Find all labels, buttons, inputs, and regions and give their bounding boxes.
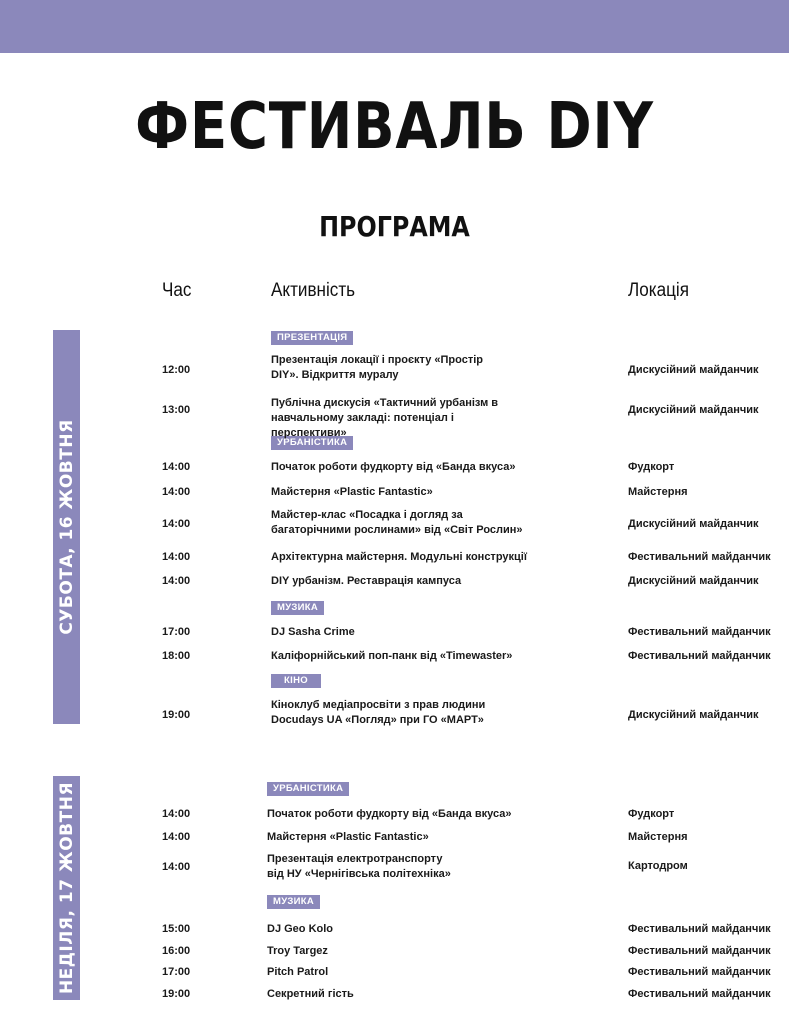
row-activity: Секретний гість xyxy=(267,988,354,1000)
row-activity: Майстерня «Plastic Fantastic» xyxy=(267,831,429,843)
tag-music: МУЗИКА xyxy=(267,895,320,909)
tag-urbanism: УРБАНІСТИКА xyxy=(267,782,349,796)
row-activity: DIY урбанізм. Реставрація кампуса xyxy=(271,575,462,587)
row-time: 14:00 xyxy=(162,486,191,498)
row-location: Фестивальний майданчик xyxy=(628,626,771,638)
row-time: 14:00 xyxy=(162,861,191,873)
tag-music: МУЗИКА xyxy=(271,601,324,615)
row-location: Фудкорт xyxy=(628,808,675,820)
row-activity: Презентація локації і проєкту «Простір DIY». Відкриття муралу xyxy=(271,354,483,381)
header-activity: Активність xyxy=(271,280,356,301)
tag-cinema: КІНО xyxy=(271,674,321,688)
row-location: Майстерня xyxy=(628,486,688,498)
row-activity: Майстерня «Plastic Fantastic» xyxy=(271,486,433,498)
day2-side-bar xyxy=(53,776,80,1000)
page-title: ФЕСТИВАЛЬ DIY xyxy=(135,90,654,164)
row-activity: Pitch Patrol xyxy=(267,966,329,978)
row-time: 13:00 xyxy=(162,404,191,416)
row-location: Фестивальний майданчик xyxy=(628,988,771,1000)
row-location: Дискусійний майданчик xyxy=(628,364,759,376)
row-location: Фестивальний майданчик xyxy=(628,551,771,563)
row-activity: Початок роботи фудкорту від «Банда вкуса» xyxy=(271,461,516,473)
tag-urbanism: УРБАНІСТИКА xyxy=(271,436,353,450)
row-time: 19:00 xyxy=(162,988,191,1000)
row-location: Фестивальний майданчик xyxy=(628,650,771,662)
row-activity: DJ Geo Kolo xyxy=(267,923,334,935)
top-color-band xyxy=(0,0,789,53)
row-time: 18:00 xyxy=(162,650,191,662)
row-activity: Каліфорнійський поп-панк від «Timewaster» xyxy=(271,650,513,662)
row-activity: Публічна дискусія «Тактичний урбанізм в навчальному закладі: потенціал і перспективи» xyxy=(271,397,499,439)
row-time: 14:00 xyxy=(162,575,191,587)
row-time: 16:00 xyxy=(162,945,191,957)
row-time: 15:00 xyxy=(162,923,191,935)
row-time: 14:00 xyxy=(162,808,191,820)
row-time: 14:00 xyxy=(162,551,191,563)
row-activity: Майстер-клас «Посадка і догляд за багаторічними рослинами» від «Світ Рослин» xyxy=(271,509,523,536)
row-activity: DJ Sasha Crime xyxy=(271,626,355,638)
row-time: 14:00 xyxy=(162,461,191,473)
row-location: Фестивальний майданчик xyxy=(628,945,771,957)
row-activity: Кіноклуб медіапросвіти з прав людини Docudays UA «Погляд» при ГО «МАРТ» xyxy=(271,699,486,726)
row-time: 17:00 xyxy=(162,626,191,638)
row-location: Дискусійний майданчик xyxy=(628,518,759,530)
day1-label: СУБОТА, 16 ЖОВТНЯ xyxy=(56,419,77,635)
row-location: Дискусійний майданчик xyxy=(628,709,759,721)
row-activity: Архітектурна майстерня. Модульні конструкції xyxy=(271,551,527,563)
row-location: Дискусійний майданчик xyxy=(628,575,759,587)
row-location: Картодром xyxy=(628,860,688,872)
day2-label: НЕДІЛЯ, 17 ЖОВТНЯ xyxy=(56,781,77,995)
page-subtitle: ПРОГРАМА xyxy=(319,210,470,243)
row-location: Фудкорт xyxy=(628,461,675,473)
header-location: Локація xyxy=(628,280,689,301)
row-location: Фестивальний майданчик xyxy=(628,966,771,978)
header-time: Час xyxy=(162,280,192,301)
row-activity: Початок роботи фудкорту від «Банда вкуса» xyxy=(267,808,512,820)
row-time: 12:00 xyxy=(162,364,191,376)
row-activity: Презентація електротранспорту від НУ «Чернігівська політехніка» xyxy=(267,853,451,880)
row-time: 19:00 xyxy=(162,709,191,721)
row-time: 17:00 xyxy=(162,966,191,978)
tag-presentation: ПРЕЗЕНТАЦІЯ xyxy=(271,331,353,345)
row-time: 14:00 xyxy=(162,831,191,843)
row-time: 14:00 xyxy=(162,518,191,530)
row-location: Дискусійний майданчик xyxy=(628,404,759,416)
row-location: Фестивальний майданчик xyxy=(628,923,771,935)
row-location: Майстерня xyxy=(628,831,688,843)
day1-side-bar xyxy=(53,330,80,724)
row-activity: Troy Targez xyxy=(267,945,328,957)
